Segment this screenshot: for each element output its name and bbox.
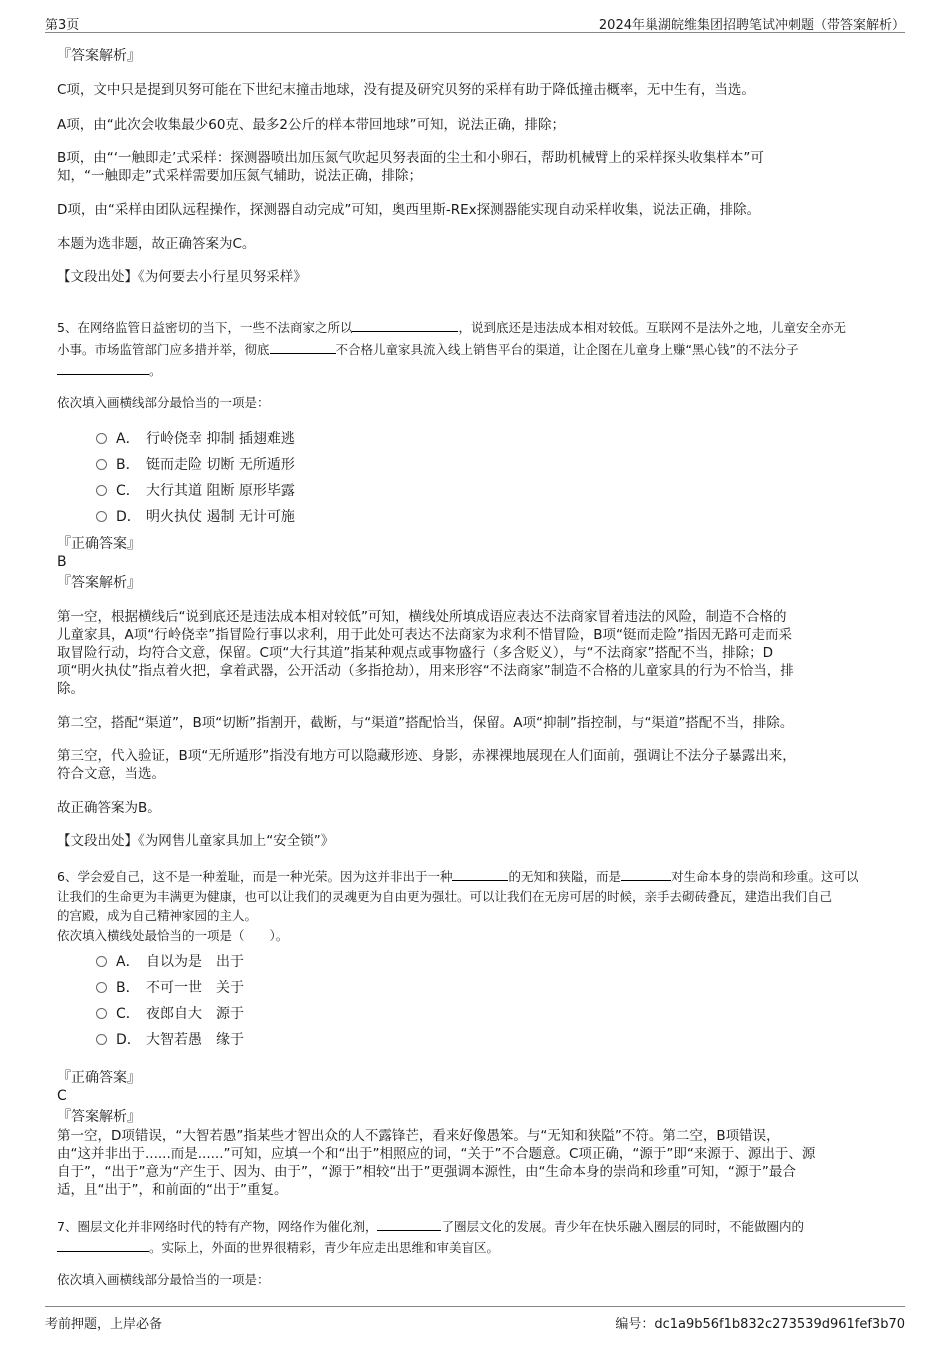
q6-analysis-label: 『答案解析』 [57, 1109, 141, 1125]
q5-analysis-1-line3: 取冒险行动，均符合文意，保留。C项“大行其道”指某种观点或事物盛行（多含贬义），与“不法商家”搭配不当，排除；D [57, 645, 774, 661]
q6-stem-line1: 6、学会爱自己，这不是一种羞耻，而是一种光荣。因为这并非出于一种 的无知和狭隘，而是 对生命本身的崇尚和珍重。这可以 [57, 866, 895, 887]
q6-stem-line3: 的宫殿，成为自己精神家园的主人。 [57, 908, 258, 923]
q4-conclusion: 本题为选非题，故正确答案为C。 [57, 236, 256, 252]
q5-stem-line1: 5、在网络监管日益密切的当下，一些不法商家之所以 ，说到底还是违法成本相对较低。互联网不是法外之地，儿童安全亦无 [57, 317, 895, 338]
radio-icon[interactable] [96, 511, 107, 522]
q5-blank-3 [57, 360, 149, 375]
page-header [45, 10, 905, 33]
q4-analysis-a: A项，由“此次会收集最少60克、最多2公斤的样本带回地球”可知，说法正确，排除； [57, 117, 565, 133]
radio-icon[interactable] [96, 956, 107, 967]
q6-option-b[interactable]: B． 不可一世 关于 [96, 977, 244, 997]
q5-analysis-1-line2: 儿童家具，A项“行岭侥幸”指冒险行事以求利，用于此处可表达不法商家为求利不惜冒险，B项“铤而走险”指因无路可走而采 [57, 627, 792, 643]
q5-option-d[interactable]: D． 明火执仗 遏制 无计可施 [96, 506, 295, 526]
q5-stem-line2: 小事。市场监管部门应多措并举，彻底 不合格儿童家具流入线上销售平台的渠道，让企图在儿童身上赚“黑心钱”的不法分子 [57, 339, 895, 360]
q5-analysis-1-line1: 第一空，根据横线后“说到底还是违法成本相对较低”可知，横线处所填成语应表达不法商家冒着违法的风险，制造不合格的 [57, 609, 787, 625]
q5-analysis-1-line4: 项“明火执仗”指点着火把，拿着武器，公开活动（多指抢劫），用来形容“不法商家”制造不合格的儿童家具的行为不恰当，排 [57, 663, 794, 679]
q6-correct-label: 『正确答案』 [57, 1070, 141, 1086]
q6-prompt: 依次填入横线处最恰当的一项是（ ）。 [57, 928, 289, 943]
q5-prompt: 依次填入画横线部分最恰当的一项是： [57, 395, 270, 410]
radio-icon[interactable] [96, 982, 107, 993]
q4-analysis-d: D项，由“采样由团队远程操作，探测器自动完成”可知，奥西里斯-REx探测器能实现自动采样收集，说法正确，排除。 [57, 202, 761, 218]
q5-stem-line3: 。 [57, 360, 895, 381]
q4-analysis-c: C项，文中只是提到贝努可能在下世纪末撞击地球，没有提及研究贝努的采样有助于降低撞击概率，无中生有，当选。 [57, 82, 755, 98]
q5-analysis-label: 『答案解析』 [57, 575, 141, 591]
q6-analysis-line4: 适，且“出于”，和前面的“出于”重复。 [57, 1182, 288, 1198]
q5-analysis-2: 第二空，搭配“渠道”，B项“切断”指割开，截断，与“渠道”搭配恰当，保留。A项“抑制”指控制，与“渠道”搭配不当，排除。 [57, 715, 794, 731]
q6-analysis-line2: 由“这并非出于......而是......”可知，应填一个和“出于”相照应的词，“关于”不合题意。C项正确，“源于”即“来源于、源出于、源 [57, 1146, 816, 1162]
radio-icon[interactable] [96, 1008, 107, 1019]
footer-slogan: 考前押题，上岸必备 [45, 1317, 163, 1332]
q5-correct-label: 『正确答案』 [57, 536, 141, 552]
q4-analysis-b-line1: B项，由“‘一触即走’式采样：探测器喷出加压氮气吹起贝努表面的尘土和小卵石，帮助机械臂上的采样探头收集样本”可 [57, 150, 764, 166]
document-code: 编号：dc1a9b56f1b832c273539d961fef3b70 [615, 1317, 905, 1332]
page-footer [45, 1306, 905, 1331]
q6-option-c[interactable]: C． 夜郎自大 源于 [96, 1003, 244, 1023]
q5-analysis-3-line1: 第三空，代入验证，B项“无所遁形”指没有地方可以隐藏形迹、身影，赤裸裸地展现在人们面前，强调让不法分子暴露出来， [57, 748, 796, 764]
q6-correct-answer: C [57, 1088, 67, 1104]
q5-source: 【文段出处】《为网售儿童家具加上“安全锁”》 [57, 833, 335, 849]
q6-stem-line2: 让我们的生命更为丰满更为健康，也可以让我们的灵魂更为自由更为强壮。可以让我们在无房可居的时候，亲手去砌砖叠瓦，建造出我们自己 [57, 889, 833, 904]
page-number: 第3页 [45, 18, 80, 33]
q4-source: 【文段出处】《为何要去小行星贝努采样》 [57, 269, 307, 285]
radio-icon[interactable] [96, 485, 107, 496]
q7-blank-1 [377, 1216, 441, 1231]
radio-icon[interactable] [96, 433, 107, 444]
q5-option-b[interactable]: B． 铤而走险 切断 无所遁形 [96, 454, 295, 474]
q5-analysis-1-line5: 除。 [57, 681, 84, 697]
q5-conclusion: 故正确答案为B。 [57, 800, 161, 816]
document-title: 2024年巢湖皖维集团招聘笔试冲刺题（带答案解析） [598, 18, 905, 33]
q6-analysis-line3: 自于”，“出于”意为“产生于、因为、由于”，“源于”相较“出于”更强调本源性，由“生命本身的崇尚和珍重”可知，“源于”最合 [57, 1164, 796, 1180]
q6-blank-1 [452, 866, 508, 881]
q4-analysis-b-line2: 知，“一触即走”式采样需要加压氮气辅助，说法正确，排除； [57, 168, 422, 184]
q7-stem-line2: 。实际上，外面的世界很精彩，青少年应走出思维和审美盲区。 [57, 1237, 895, 1258]
q6-option-d[interactable]: D． 大智若愚 缘于 [96, 1029, 244, 1049]
q5-option-a[interactable]: A． 行岭侥幸 抑制 插翅难逃 [96, 428, 295, 448]
q7-blank-2 [57, 1237, 149, 1252]
q5-blank-2 [270, 339, 336, 354]
q5-analysis-3-line2: 符合文意，当选。 [57, 766, 165, 782]
q4-analysis-label: 『答案解析』 [57, 48, 141, 64]
q6-analysis-line1: 第一空，D项错误，“大智若愚”指某些才智出众的人不露锋芒，看来好像愚笨。与“无知和狭隘”不符。第二空，B项错误， [57, 1128, 780, 1144]
q7-prompt: 依次填入画横线部分最恰当的一项是： [57, 1272, 270, 1287]
q5-option-c[interactable]: C． 大行其道 阻断 原形毕露 [96, 480, 295, 500]
q5-blank-1 [352, 317, 458, 332]
q5-correct-answer: B [57, 554, 67, 570]
q6-option-a[interactable]: A． 自以为是 出于 [96, 951, 244, 971]
radio-icon[interactable] [96, 1034, 107, 1045]
q6-blank-2 [621, 866, 671, 881]
q7-stem-line1: 7、圈层文化并非网络时代的特有产物，网络作为催化剂， 了圈层文化的发展。青少年在快乐融入圈层的同时，不能做圈内的 [57, 1216, 895, 1237]
radio-icon[interactable] [96, 459, 107, 470]
